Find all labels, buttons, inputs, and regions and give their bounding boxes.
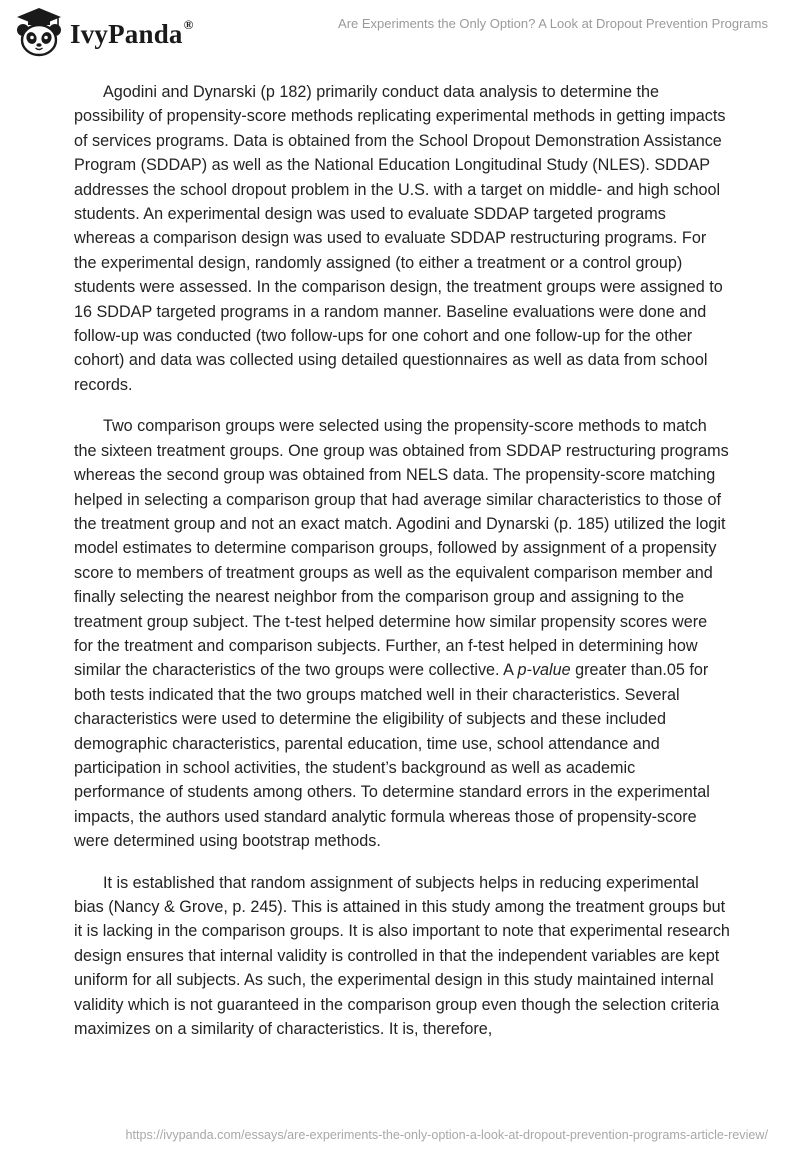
paragraph-2-text-end: greater than.05 for both tests indicated that the two groups matched well in their characteristics. Several characteristics were used to determine the eligibility of subjects and these included demographic characteristics, parental education, time use, school attendance and participation in school activities, the student’s background as well as academic performance of students among others. To determine standard errors in the experimental impacts, the authors used standard analytic formula whereas those of propensity-score were determined using bootstrap methods. (74, 661, 710, 851)
registered-mark: ® (183, 16, 194, 32)
article-header-title: Are Experiments the Only Option? A Look at Dropout Prevention Programs (338, 16, 768, 31)
ivypanda-logo-link[interactable] (14, 6, 194, 58)
page-header (0, 0, 800, 70)
paragraph-2-text-start: Two comparison groups were selected using the propensity-score methods to match the sixteen treatment groups. One group was obtained from SDDAP restructuring programs whereas the second group was obtained from NELS data. The propensity-score matching helped in selecting a comparison group that had average similar characteristics to those of the treatment group and not an exact match. Agodini and Dynarski (p. 185) utilized the logit model estimates to determine comparison groups, followed by assignment of a propensity score to members of treatment groups as well as the equivalent comparison member and finally selecting the nearest neighbor from the comparison group and assigning to the treatment group subject. The t-test helped determine how similar propensity scores were for the treatment and comparison subjects. Further, an f-test helped in determining how similar the characteristics of the two groups were collective. A (74, 417, 729, 680)
article-body (74, 80, 730, 1058)
source-url-link[interactable]: https://ivypanda.com/essays/are-experiments-the-only-option-a-look-at-dropout-prevention-programs-article-review/ (125, 1128, 768, 1142)
paragraph-2 (74, 414, 730, 853)
paragraph-3: It is established that random assignment of subjects helps in reducing experimental bias (Nancy & Grove, p. 245). This is attained in this study among the treatment groups but it is lacking in the comparison groups. It is also important to note that experimental research design ensures that internal validity is controlled in that the independent variables are kept uniform for all subjects. As such, the experimental design in this study maintained internal validity which is not guaranteed in the comparison group even though the selection criteria maximizes on a similarity of characteristics. It is, therefore, (74, 873, 730, 1039)
panda-graduation-cap-icon (14, 6, 64, 58)
p-value-term: p-value (517, 661, 571, 680)
logo-wordmark: IvyPanda® (70, 16, 194, 49)
paragraph-1: Agodini and Dynarski (p 182) primarily conduct data analysis to determine the possibility of propensity-score methods replicating experimental methods in getting impacts of services programs. Data is obtained from the School Dropout Demonstration Assistance Program (SDDAP) as well as the National Education Longitudinal Study (NLES). SDDAP addresses the school dropout problem in the U.S. with a target on middle- and high school students. An experimental design was used to evaluate SDDAP targeted programs whereas a comparison design was used to evaluate SDDAP restructuring programs. For the experimental design, randomly assigned (to either a treatment or a control group) students were assessed. In the comparison design, the treatment groups were assigned to 16 SDDAP targeted programs in a random manner. Baseline evaluations were done and follow-up was conducted (two follow-ups for one cohort and one follow-up for the other cohort) and data was collected using detailed questionnaires as well as data from school records. (74, 83, 726, 394)
